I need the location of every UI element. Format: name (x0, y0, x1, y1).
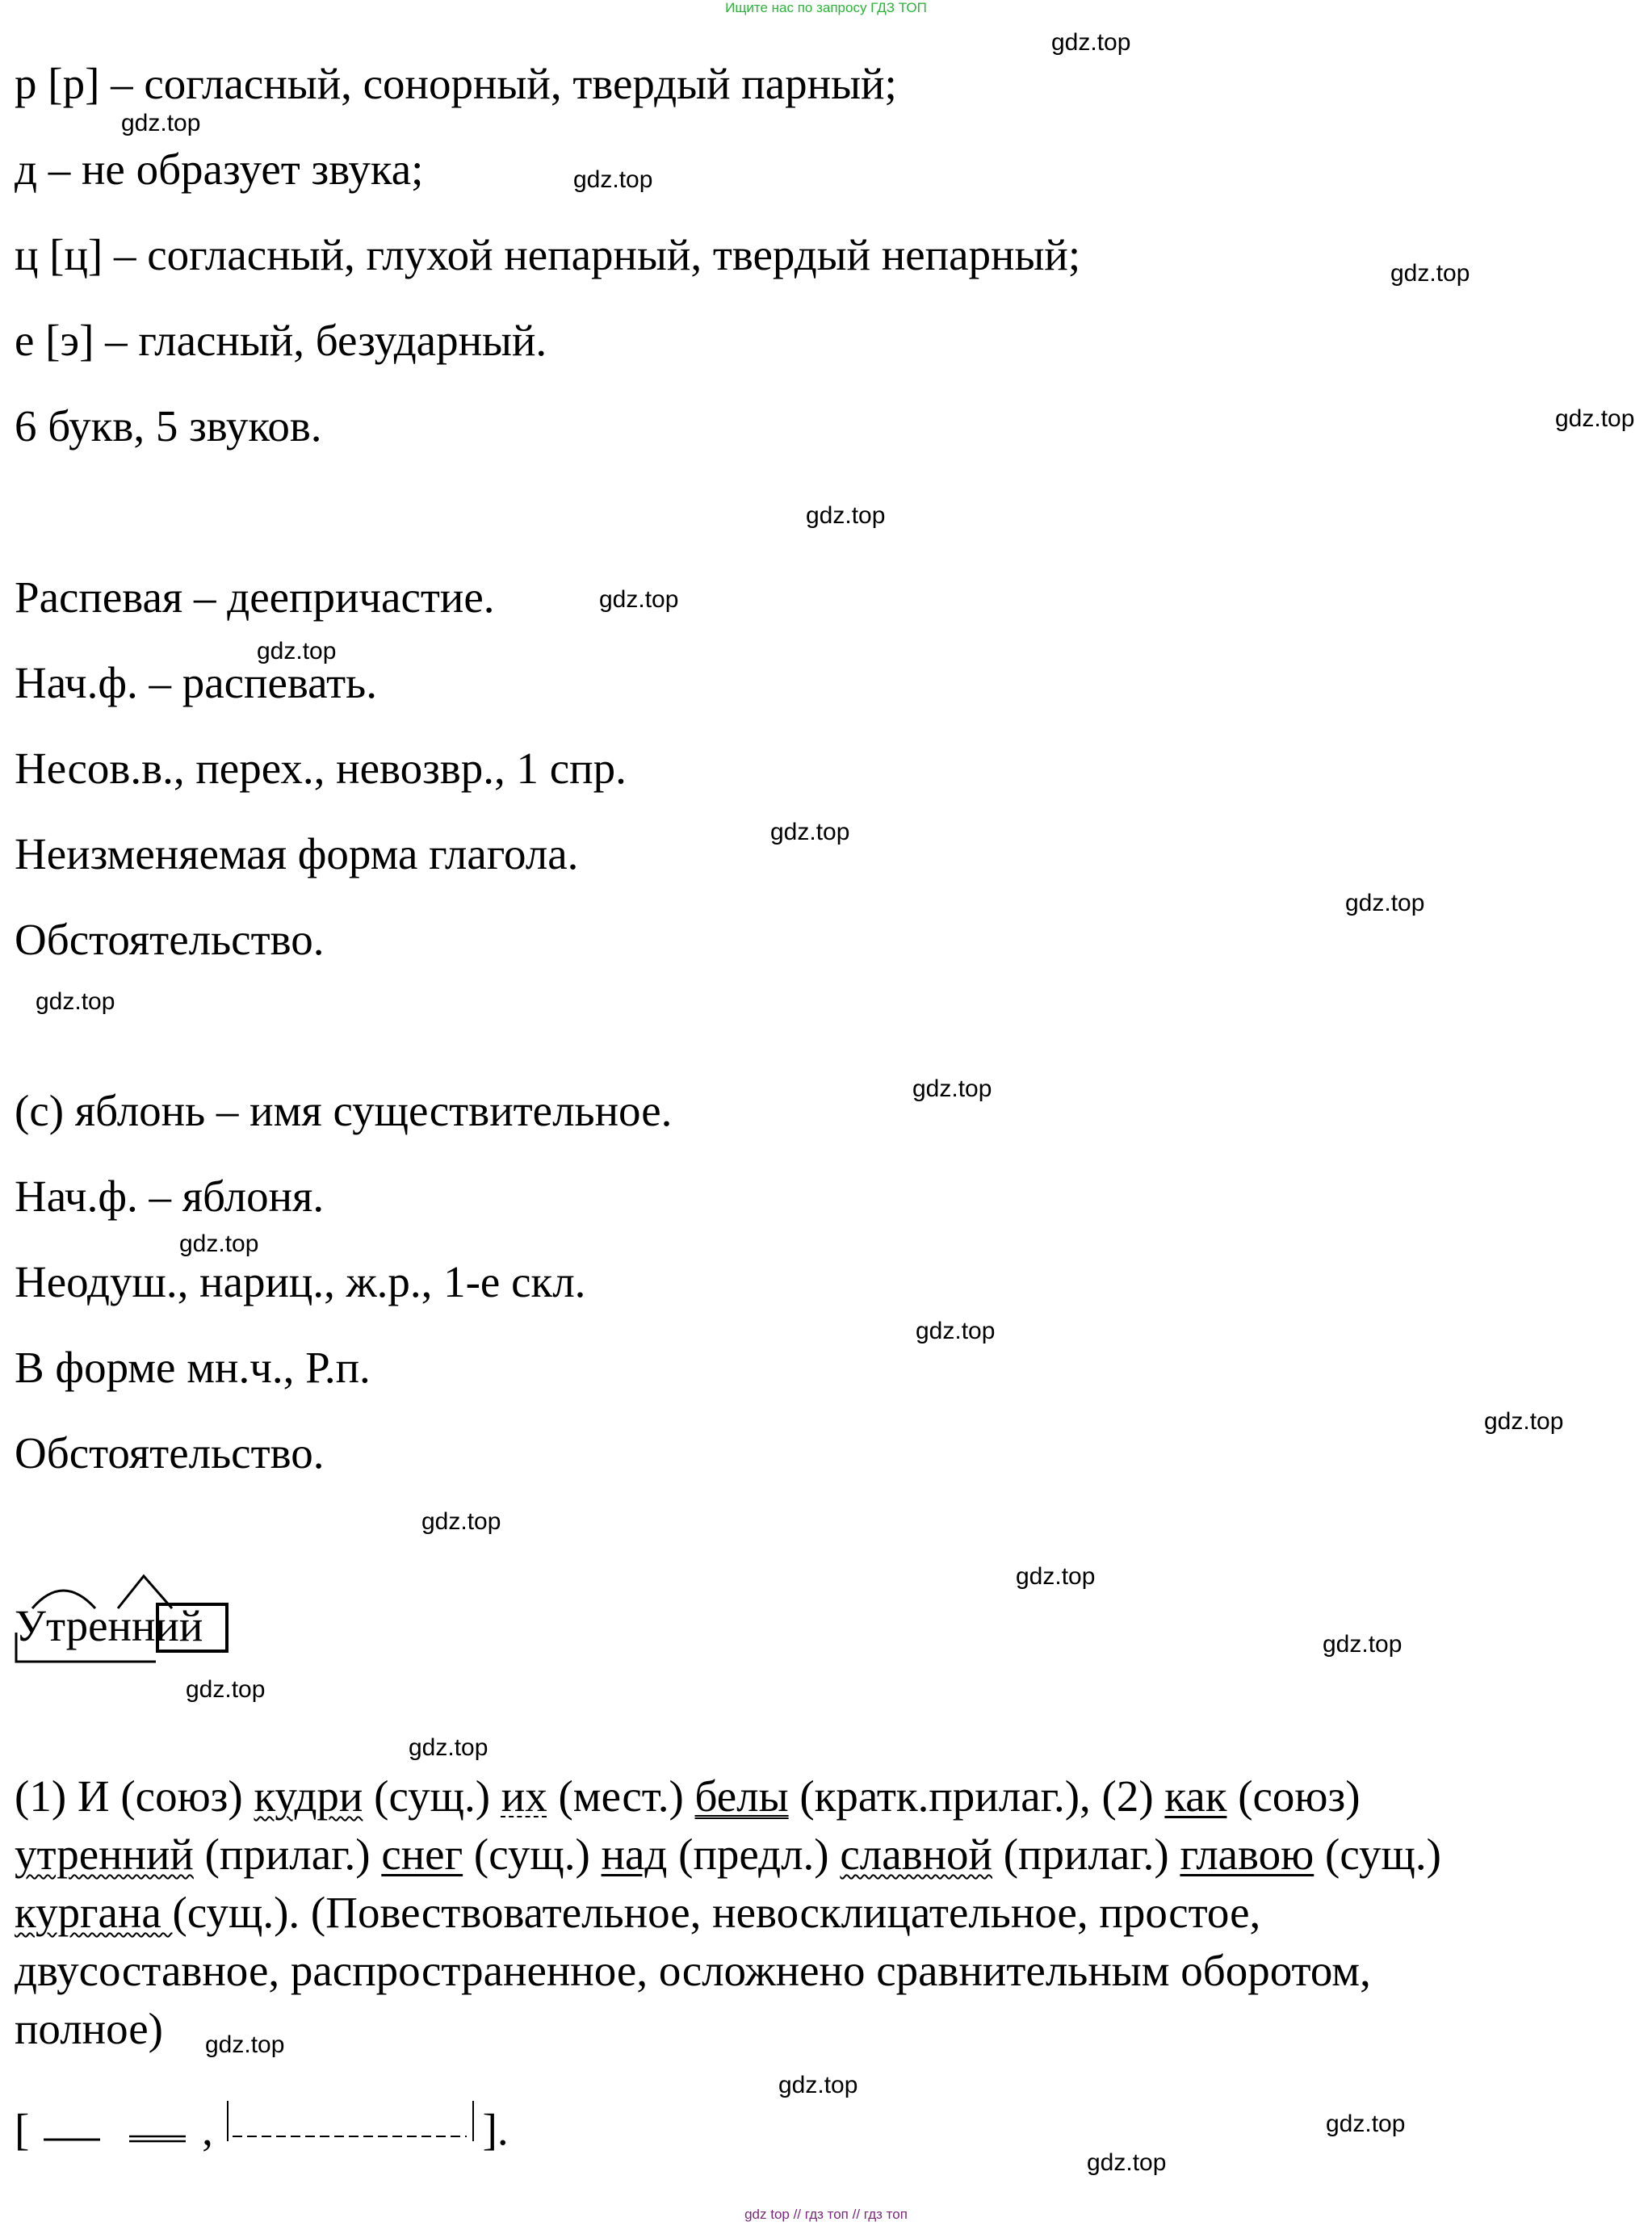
word-ih: их (501, 1771, 547, 1821)
watermark: gdz.top (409, 1734, 488, 1761)
phonetic-line-e: е [э] – гласный, безударный. (15, 316, 547, 365)
word-glavoyu: главою (1180, 1830, 1314, 1879)
sentence-line-2: утренний (прилаг.) снег (сущ.) над (предл.) славной (прилаг.) главою (сущ.) (15, 1830, 1441, 1879)
watermark: gdz.top (1016, 1563, 1096, 1590)
phonetic-summary: 6 букв, 5 звуков. (15, 401, 322, 451)
watermark: gdz.top (778, 2072, 858, 2098)
word-slavnoy: славной (840, 1830, 992, 1879)
sentence-line-5: полное) (15, 2004, 163, 2053)
footer-watermark: gdz top // гдз топ // гдз топ (744, 2207, 908, 2222)
watermark: gdz.top (573, 166, 653, 193)
participle-title: Распевая – деепричастие. (15, 572, 495, 622)
watermark: gdz.top (1484, 1408, 1564, 1435)
watermark: gdz.top (186, 1676, 266, 1703)
word-kudri: кудри (254, 1771, 363, 1821)
phonetic-line-ts: ц [ц] – согласный, глухой непарный, твердый непарный; (15, 230, 1081, 279)
noun-features: Неодуш., нариц., ж.р., 1-е скл. (15, 1257, 586, 1306)
participle-form: Неизменяемая форма глагола. (15, 829, 579, 878)
noun-initial-form: Нач.ф. – яблоня. (15, 1172, 325, 1221)
watermark: gdz.top (806, 502, 886, 529)
noun-form: В форме мн.ч., Р.п. (15, 1343, 371, 1392)
watermark: gdz.top (205, 2031, 285, 2058)
watermark: gdz.top (121, 110, 201, 136)
watermark: gdz.top (1051, 29, 1131, 56)
watermark: gdz.top (421, 1508, 501, 1535)
watermark: gdz.top (1555, 405, 1635, 432)
participle-features: Несов.в., перех., невозвр., 1 спр. (15, 744, 627, 793)
watermark: gdz.top (36, 988, 115, 1015)
participle-initial-form: Нач.ф. – распевать. (15, 658, 377, 707)
scheme-close-bracket: ]. (482, 2105, 509, 2154)
search-banner: Ищите нас по запросу ГДЗ ТОП (725, 0, 927, 15)
morpheme-word: Утренний (15, 1601, 203, 1650)
word-kurgana: кургана (15, 1888, 173, 1937)
morpheme-analysis (15, 1558, 241, 1671)
phonetic-line-r: р [р] – согласный, сонорный, твердый парный; (15, 59, 897, 108)
sentence-line-4: двусоставное, распространенное, осложнено сравнительным оборотом, (15, 1946, 1371, 1995)
watermark: gdz.top (1087, 2149, 1167, 2176)
watermark: gdz.top (257, 638, 337, 664)
scheme-open-bracket: [ (15, 2105, 30, 2154)
participle-role: Обстоятельство. (15, 915, 325, 964)
noun-role: Обстоятельство. (15, 1428, 325, 1478)
watermark: gdz.top (770, 819, 850, 845)
noun-title: (с) яблонь – имя существительное. (15, 1086, 673, 1135)
watermark: gdz.top (179, 1230, 259, 1257)
scheme-subject-predicate (40, 2112, 202, 2144)
watermark: gdz.top (1326, 2111, 1406, 2137)
scheme-comma: , (202, 2105, 213, 2154)
word-bely: белы (694, 1771, 789, 1821)
sentence-scheme (15, 2096, 509, 2156)
phonetic-line-d: д – не образует звука; (15, 145, 424, 194)
scheme-comparative-clause (224, 2096, 483, 2144)
word-utrenniy: утренний (15, 1830, 194, 1879)
watermark: gdz.top (599, 586, 679, 613)
watermark: gdz.top (912, 1075, 992, 1102)
word-nad: над (601, 1830, 668, 1879)
word-kak: как (1164, 1771, 1227, 1821)
watermark: gdz.top (1390, 260, 1470, 287)
watermark: gdz.top (1323, 1631, 1403, 1658)
word-sneg: снег (381, 1830, 463, 1879)
sentence-line-1: (1) И (союз) кудри (сущ.) их (мест.) белы (кратк.прилаг.), (2) как (союз) (15, 1771, 1361, 1821)
watermark: gdz.top (1345, 890, 1425, 916)
sentence-line-3: кургана (сущ.). (Повествовательное, невосклицательное, простое, (15, 1888, 1261, 1937)
watermark: gdz.top (916, 1318, 996, 1344)
